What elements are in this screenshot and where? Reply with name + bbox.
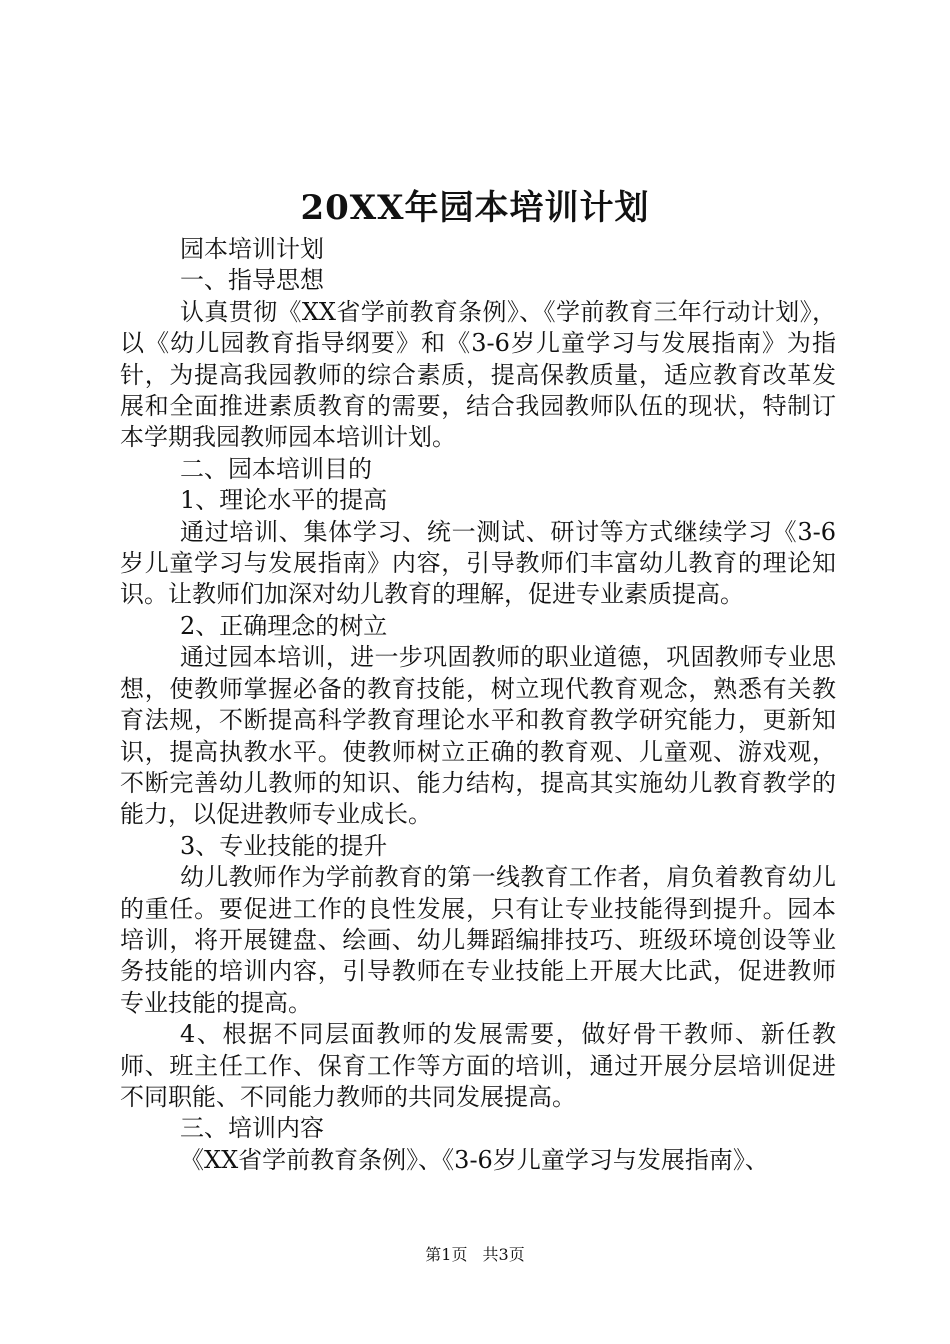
paragraph-professional-skills: 幼儿教师作为学前教育的第一线教育工作者，肩负着教育幼儿的重任。要促进工作的良性发展，只有让专业技能得到提升。园本培训，将开展键盘、绘画、幼儿舞蹈编排技巧、班级环境创设等业务技能的培训内容，引导教师在专业技能上开展大比武，促进教师专业技能的提高。 — [120, 863, 836, 1017]
page-number: 第1页 — [425, 1245, 468, 1264]
paragraph-theory-level: 通过培训、集体学习、统一测试、研讨等方式继续学习《3-6岁儿童学习与发展指南》内容，引导教师们丰富幼儿教育的理论知识。让教师们加深对幼儿教育的理解，促进专业素质提高。 — [120, 517, 836, 609]
paragraph-guiding-thought: 认真贯彻《XX省学前教育条例》、《学前教育三年行动计划》，以《幼儿园教育指导纲要》和《3-6岁儿童学习与发展指南》为指针，为提高我园教师的综合素质，提高保教质量，适应教育改革发展和全面推进素质教育的需要，结合我园教师队伍的现状，特制订本学期我园教师园本培训计划。 — [120, 297, 836, 452]
section-heading-training-purpose: 二、园本培训目的 — [180, 454, 372, 483]
section-heading-guiding-thought: 一、指导思想 — [180, 266, 324, 295]
paragraph-correct-concepts: 通过园本培训，进一步巩固教师的职业道德，巩固教师专业思想，使教师掌握必备的教育技能，树立现代教育观念，熟悉有关教育法规，不断提高科学教育理论水平和教育教学研究能力，更新知识，提高执教水平。使教师树立正确的教育观、儿童观、游戏观，不断完善幼儿教师的知识、能力结构，提高其实施幼儿教育教学的能力，以促进教师专业成长。 — [120, 643, 836, 829]
document-title: 20XX年园本培训计划 — [300, 188, 650, 228]
subheading-theory-level: 1、理论水平的提高 — [180, 486, 388, 515]
subheading-professional-skills: 3、专业技能的提升 — [180, 831, 388, 860]
paragraph-subtitle: 园本培训计划 — [180, 235, 324, 263]
page-total: 共3页 — [482, 1245, 525, 1264]
paragraph-layered-training: 4、根据不同层面教师的发展需要，做好骨干教师、新任教师、班主任工作、保育工作等方面的培训，通过开展分层培训促进不同职能、不同能力教师的共同发展提高。 — [120, 1020, 836, 1111]
section-heading-training-content: 三、培训内容 — [180, 1114, 324, 1143]
paragraph-training-content: 《XX省学前教育条例》、《3-6岁儿童学习与发展指南》、 — [180, 1145, 769, 1174]
document-body — [120, 234, 836, 1176]
subheading-correct-concepts: 2、正确理念的树立 — [180, 611, 388, 640]
page-footer — [0, 1244, 950, 1266]
